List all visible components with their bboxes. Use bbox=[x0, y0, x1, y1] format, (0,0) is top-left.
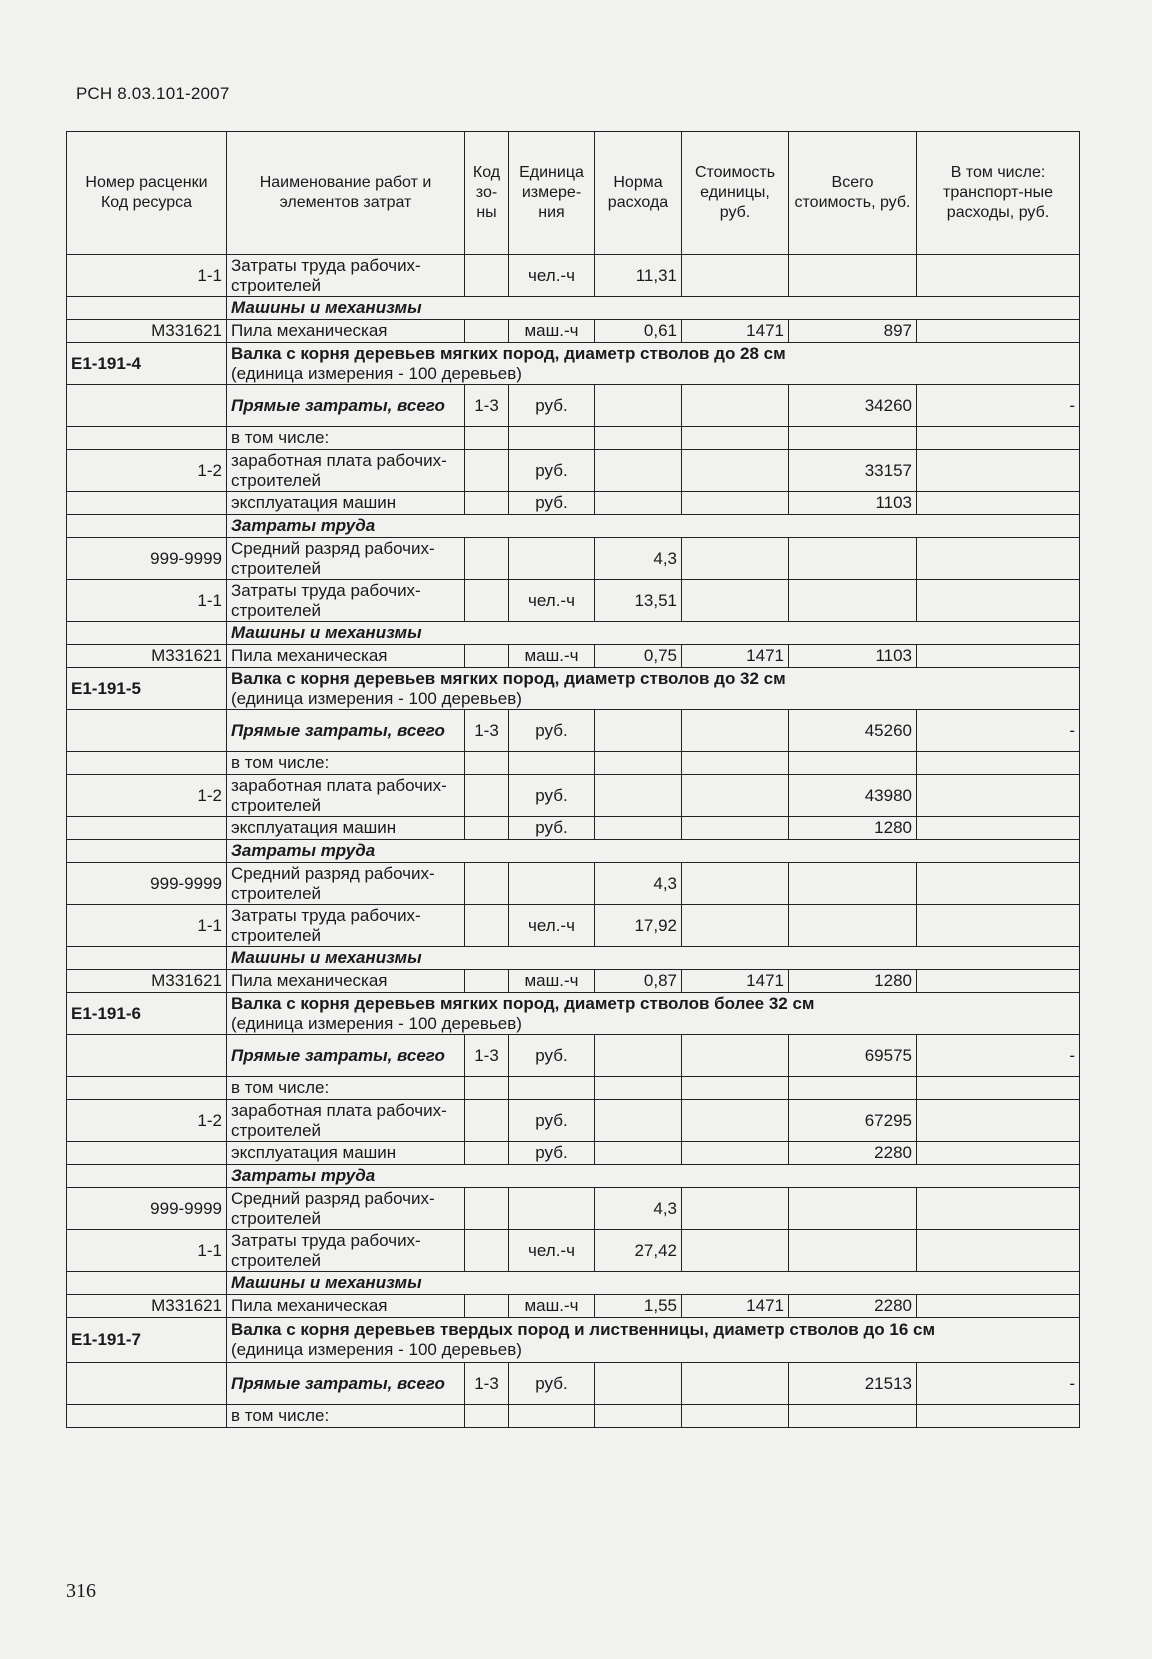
rate-title: Валка с корня деревьев мягких пород, диаметр стволов до 32 см bbox=[231, 668, 786, 688]
transport-cell bbox=[917, 320, 1080, 343]
norm-cell: 4,3 bbox=[595, 863, 682, 905]
section-title: Машины и механизмы bbox=[227, 622, 1080, 645]
norm-cell bbox=[595, 1035, 682, 1077]
total-cell: 67295 bbox=[789, 1100, 917, 1142]
name-cell: Прямые затраты, всего bbox=[227, 710, 465, 752]
code-cell: 1-1 bbox=[67, 255, 227, 297]
rate-description bbox=[227, 668, 1080, 710]
total-cell: 1103 bbox=[789, 645, 917, 668]
column-header: Наименование работ и элементов затрат bbox=[227, 132, 465, 255]
total-cell bbox=[789, 255, 917, 297]
name-cell: Затраты труда рабочих-строителей bbox=[227, 580, 465, 622]
total-cell bbox=[789, 1188, 917, 1230]
name-cell: Прямые затраты, всего bbox=[227, 1035, 465, 1077]
transport-cell bbox=[917, 1142, 1080, 1165]
zone-cell: 1-3 bbox=[465, 385, 509, 427]
column-header: В том числе: транспорт-ные расходы, руб. bbox=[917, 132, 1080, 255]
table-row bbox=[67, 905, 1080, 947]
document-header-code: РСН 8.03.101-2007 bbox=[76, 84, 230, 103]
norm-cell bbox=[595, 450, 682, 492]
unit-cell: руб. bbox=[509, 817, 595, 840]
section-title: Машины и механизмы bbox=[227, 1272, 1080, 1295]
name-cell: эксплуатация машин bbox=[227, 817, 465, 840]
transport-cell bbox=[917, 1230, 1080, 1272]
total-cell: 43980 bbox=[789, 775, 917, 817]
rate-title: Валка с корня деревьев мягких пород, диаметр стволов более 32 см bbox=[231, 993, 815, 1013]
total-cell: 34260 bbox=[789, 385, 917, 427]
table-row bbox=[67, 538, 1080, 580]
total-cell: 2280 bbox=[789, 1295, 917, 1318]
norm-cell bbox=[595, 427, 682, 450]
code-cell bbox=[67, 1272, 227, 1295]
price-cell bbox=[682, 1363, 789, 1405]
price-cell: 1471 bbox=[682, 645, 789, 668]
name-cell: Пила механическая bbox=[227, 970, 465, 993]
code-cell: 999-9999 bbox=[67, 538, 227, 580]
price-cell bbox=[682, 385, 789, 427]
rate-code: Е1-191-5 bbox=[67, 668, 227, 710]
norm-cell bbox=[595, 492, 682, 515]
code-cell: 1-1 bbox=[67, 905, 227, 947]
code-cell bbox=[67, 297, 227, 320]
zone-cell bbox=[465, 1188, 509, 1230]
price-cell bbox=[682, 450, 789, 492]
unit-cell: руб. bbox=[509, 385, 595, 427]
table-header-row bbox=[67, 132, 1080, 255]
total-cell bbox=[789, 1230, 917, 1272]
norm-cell bbox=[595, 1363, 682, 1405]
code-cell bbox=[67, 1363, 227, 1405]
rate-description bbox=[227, 343, 1080, 385]
zone-cell: 1-3 bbox=[465, 1035, 509, 1077]
code-cell bbox=[67, 492, 227, 515]
price-cell bbox=[682, 1035, 789, 1077]
table-row bbox=[67, 320, 1080, 343]
transport-cell bbox=[917, 970, 1080, 993]
total-cell bbox=[789, 1077, 917, 1100]
code-cell: 1-1 bbox=[67, 1230, 227, 1272]
section-title: Затраты труда bbox=[227, 515, 1080, 538]
total-cell bbox=[789, 580, 917, 622]
rate-measure-unit: (единица измерения - 100 деревьев) bbox=[231, 1013, 522, 1033]
total-cell: 21513 bbox=[789, 1363, 917, 1405]
name-cell: Средний разряд рабочих-строителей bbox=[227, 538, 465, 580]
zone-cell bbox=[465, 863, 509, 905]
rate-description bbox=[227, 1318, 1080, 1363]
total-cell bbox=[789, 752, 917, 775]
price-cell bbox=[682, 905, 789, 947]
zone-cell: 1-3 bbox=[465, 1363, 509, 1405]
name-cell: в том числе: bbox=[227, 427, 465, 450]
norm-cell: 27,42 bbox=[595, 1230, 682, 1272]
table-row bbox=[67, 752, 1080, 775]
direct-cost-row bbox=[67, 385, 1080, 427]
zone-cell bbox=[465, 775, 509, 817]
price-cell bbox=[682, 817, 789, 840]
transport-cell bbox=[917, 817, 1080, 840]
total-cell: 33157 bbox=[789, 450, 917, 492]
code-cell bbox=[67, 752, 227, 775]
name-cell: Пила механическая bbox=[227, 645, 465, 668]
rate-title: Валка с корня деревьев мягких пород, диаметр стволов до 28 см bbox=[231, 343, 786, 363]
zone-cell bbox=[465, 1405, 509, 1428]
code-cell: М331621 bbox=[67, 970, 227, 993]
norm-cell: 4,3 bbox=[595, 1188, 682, 1230]
price-cell bbox=[682, 1230, 789, 1272]
zone-cell bbox=[465, 450, 509, 492]
price-cell bbox=[682, 1100, 789, 1142]
code-cell: М331621 bbox=[67, 320, 227, 343]
total-cell bbox=[789, 1405, 917, 1428]
section-row bbox=[67, 515, 1080, 538]
code-cell: 1-2 bbox=[67, 1100, 227, 1142]
norm-cell bbox=[595, 1100, 682, 1142]
price-cell bbox=[682, 492, 789, 515]
section-title: Машины и механизмы bbox=[227, 297, 1080, 320]
code-cell bbox=[67, 710, 227, 752]
rate-code: Е1-191-6 bbox=[67, 993, 227, 1035]
column-header: Стоимость единицы, руб. bbox=[682, 132, 789, 255]
zone-cell bbox=[465, 970, 509, 993]
zone-cell bbox=[465, 1295, 509, 1318]
column-header: Номер расценки Код ресурса bbox=[67, 132, 227, 255]
rate-header-row bbox=[67, 343, 1080, 385]
norm-cell: 11,31 bbox=[595, 255, 682, 297]
total-cell bbox=[789, 905, 917, 947]
price-cell: 1471 bbox=[682, 970, 789, 993]
total-cell: 1103 bbox=[789, 492, 917, 515]
transport-cell: - bbox=[917, 385, 1080, 427]
code-cell bbox=[67, 622, 227, 645]
rate-description bbox=[227, 993, 1080, 1035]
page-number: 316 bbox=[66, 1580, 96, 1602]
name-cell: Прямые затраты, всего bbox=[227, 1363, 465, 1405]
table-row bbox=[67, 1295, 1080, 1318]
table-row bbox=[67, 645, 1080, 668]
table-row bbox=[67, 1405, 1080, 1428]
total-cell bbox=[789, 538, 917, 580]
zone-cell bbox=[465, 580, 509, 622]
price-cell bbox=[682, 538, 789, 580]
zone-cell bbox=[465, 1230, 509, 1272]
zone-cell bbox=[465, 255, 509, 297]
name-cell: в том числе: bbox=[227, 1077, 465, 1100]
unit-cell bbox=[509, 752, 595, 775]
section-row bbox=[67, 840, 1080, 863]
price-cell bbox=[682, 752, 789, 775]
name-cell: заработная плата рабочих-строителей bbox=[227, 450, 465, 492]
transport-cell bbox=[917, 255, 1080, 297]
table-row bbox=[67, 775, 1080, 817]
code-cell: 1-2 bbox=[67, 450, 227, 492]
unit-cell: руб. bbox=[509, 492, 595, 515]
transport-cell: - bbox=[917, 1363, 1080, 1405]
zone-cell bbox=[465, 1142, 509, 1165]
norm-cell: 0,61 bbox=[595, 320, 682, 343]
code-cell: 999-9999 bbox=[67, 863, 227, 905]
norm-cell: 17,92 bbox=[595, 905, 682, 947]
rates-table bbox=[66, 131, 1080, 1428]
unit-cell: маш.-ч bbox=[509, 1295, 595, 1318]
section-row bbox=[67, 947, 1080, 970]
price-cell: 1471 bbox=[682, 1295, 789, 1318]
table-row bbox=[67, 255, 1080, 297]
unit-cell: руб. bbox=[509, 775, 595, 817]
price-cell bbox=[682, 775, 789, 817]
transport-cell bbox=[917, 775, 1080, 817]
name-cell: заработная плата рабочих-строителей bbox=[227, 775, 465, 817]
total-cell: 1280 bbox=[789, 817, 917, 840]
price-cell bbox=[682, 427, 789, 450]
table-row bbox=[67, 970, 1080, 993]
total-cell bbox=[789, 427, 917, 450]
name-cell: Затраты труда рабочих-строителей bbox=[227, 255, 465, 297]
price-cell bbox=[682, 1188, 789, 1230]
unit-cell: чел.-ч bbox=[509, 1230, 595, 1272]
zone-cell bbox=[465, 752, 509, 775]
zone-cell bbox=[465, 1100, 509, 1142]
section-row bbox=[67, 297, 1080, 320]
norm-cell: 13,51 bbox=[595, 580, 682, 622]
table-row bbox=[67, 1100, 1080, 1142]
unit-cell: маш.-ч bbox=[509, 320, 595, 343]
norm-cell bbox=[595, 1405, 682, 1428]
norm-cell bbox=[595, 1142, 682, 1165]
unit-cell bbox=[509, 427, 595, 450]
table-row bbox=[67, 1142, 1080, 1165]
transport-cell bbox=[917, 1295, 1080, 1318]
zone-cell bbox=[465, 427, 509, 450]
unit-cell: руб. bbox=[509, 1363, 595, 1405]
price-cell bbox=[682, 255, 789, 297]
unit-cell: руб. bbox=[509, 1035, 595, 1077]
unit-cell: чел.-ч bbox=[509, 255, 595, 297]
price-cell bbox=[682, 863, 789, 905]
norm-cell: 1,55 bbox=[595, 1295, 682, 1318]
zone-cell bbox=[465, 817, 509, 840]
code-cell: 999-9999 bbox=[67, 1188, 227, 1230]
transport-cell bbox=[917, 1100, 1080, 1142]
section-row bbox=[67, 1165, 1080, 1188]
name-cell: Прямые затраты, всего bbox=[227, 385, 465, 427]
total-cell: 1280 bbox=[789, 970, 917, 993]
table-row bbox=[67, 1230, 1080, 1272]
section-title: Затраты труда bbox=[227, 840, 1080, 863]
column-header: Всего стоимость, руб. bbox=[789, 132, 917, 255]
table-row bbox=[67, 1077, 1080, 1100]
norm-cell: 4,3 bbox=[595, 538, 682, 580]
name-cell: Затраты труда рабочих-строителей bbox=[227, 905, 465, 947]
name-cell: в том числе: bbox=[227, 752, 465, 775]
price-cell bbox=[682, 1405, 789, 1428]
total-cell: 45260 bbox=[789, 710, 917, 752]
norm-cell bbox=[595, 1077, 682, 1100]
transport-cell bbox=[917, 752, 1080, 775]
table-row bbox=[67, 580, 1080, 622]
table-row bbox=[67, 450, 1080, 492]
transport-cell bbox=[917, 492, 1080, 515]
unit-cell: руб. bbox=[509, 450, 595, 492]
zone-cell bbox=[465, 492, 509, 515]
rate-header-row bbox=[67, 1318, 1080, 1363]
unit-cell bbox=[509, 1077, 595, 1100]
table-row bbox=[67, 863, 1080, 905]
direct-cost-row bbox=[67, 1363, 1080, 1405]
code-cell bbox=[67, 427, 227, 450]
total-cell: 897 bbox=[789, 320, 917, 343]
price-cell bbox=[682, 1142, 789, 1165]
transport-cell bbox=[917, 905, 1080, 947]
name-cell: Средний разряд рабочих-строителей bbox=[227, 863, 465, 905]
transport-cell bbox=[917, 1405, 1080, 1428]
code-cell: М331621 bbox=[67, 1295, 227, 1318]
norm-cell bbox=[595, 752, 682, 775]
code-cell: М331621 bbox=[67, 645, 227, 668]
zone-cell bbox=[465, 320, 509, 343]
code-cell bbox=[67, 840, 227, 863]
unit-cell: руб. bbox=[509, 1142, 595, 1165]
price-cell bbox=[682, 580, 789, 622]
zone-cell: 1-3 bbox=[465, 710, 509, 752]
table-row bbox=[67, 817, 1080, 840]
name-cell: Пила механическая bbox=[227, 1295, 465, 1318]
transport-cell bbox=[917, 1188, 1080, 1230]
direct-cost-row bbox=[67, 1035, 1080, 1077]
code-cell bbox=[67, 1077, 227, 1100]
total-cell: 2280 bbox=[789, 1142, 917, 1165]
norm-cell bbox=[595, 817, 682, 840]
code-cell bbox=[67, 515, 227, 538]
section-row bbox=[67, 1272, 1080, 1295]
transport-cell bbox=[917, 427, 1080, 450]
unit-cell bbox=[509, 1188, 595, 1230]
unit-cell: маш.-ч bbox=[509, 645, 595, 668]
total-cell bbox=[789, 863, 917, 905]
name-cell: в том числе: bbox=[227, 1405, 465, 1428]
code-cell bbox=[67, 947, 227, 970]
code-cell: 1-2 bbox=[67, 775, 227, 817]
zone-cell bbox=[465, 1077, 509, 1100]
name-cell: Средний разряд рабочих-строителей bbox=[227, 1188, 465, 1230]
unit-cell: чел.-ч bbox=[509, 905, 595, 947]
transport-cell bbox=[917, 863, 1080, 905]
column-header: Норма расхода bbox=[595, 132, 682, 255]
price-cell bbox=[682, 1077, 789, 1100]
transport-cell bbox=[917, 645, 1080, 668]
price-cell bbox=[682, 710, 789, 752]
name-cell: Пила механическая bbox=[227, 320, 465, 343]
unit-cell: маш.-ч bbox=[509, 970, 595, 993]
rate-code: Е1-191-7 bbox=[67, 1318, 227, 1363]
section-title: Затраты труда bbox=[227, 1165, 1080, 1188]
transport-cell bbox=[917, 450, 1080, 492]
unit-cell bbox=[509, 1405, 595, 1428]
total-cell: 69575 bbox=[789, 1035, 917, 1077]
rate-title: Валка с корня деревьев твердых пород и лиственницы, диаметр стволов до 16 см bbox=[231, 1320, 936, 1339]
transport-cell bbox=[917, 1077, 1080, 1100]
name-cell: заработная плата рабочих-строителей bbox=[227, 1100, 465, 1142]
name-cell: Затраты труда рабочих-строителей bbox=[227, 1230, 465, 1272]
zone-cell bbox=[465, 905, 509, 947]
column-header: Единица измере-ния bbox=[509, 132, 595, 255]
norm-cell bbox=[595, 710, 682, 752]
column-header: Код зо-ны bbox=[465, 132, 509, 255]
rate-header-row bbox=[67, 993, 1080, 1035]
table-row bbox=[67, 1188, 1080, 1230]
norm-cell: 0,87 bbox=[595, 970, 682, 993]
transport-cell: - bbox=[917, 710, 1080, 752]
unit-cell: чел.-ч bbox=[509, 580, 595, 622]
unit-cell bbox=[509, 538, 595, 580]
name-cell: эксплуатация машин bbox=[227, 1142, 465, 1165]
transport-cell bbox=[917, 538, 1080, 580]
section-title: Машины и механизмы bbox=[227, 947, 1080, 970]
norm-cell bbox=[595, 385, 682, 427]
section-row bbox=[67, 622, 1080, 645]
code-cell bbox=[67, 1142, 227, 1165]
unit-cell bbox=[509, 863, 595, 905]
rate-measure-unit: (единица измерения - 100 деревьев) bbox=[231, 688, 522, 708]
code-cell bbox=[67, 385, 227, 427]
zone-cell bbox=[465, 645, 509, 668]
direct-cost-row bbox=[67, 710, 1080, 752]
rate-header-row bbox=[67, 668, 1080, 710]
name-cell: эксплуатация машин bbox=[227, 492, 465, 515]
code-cell bbox=[67, 817, 227, 840]
norm-cell bbox=[595, 775, 682, 817]
code-cell bbox=[67, 1165, 227, 1188]
rate-measure-unit: (единица измерения - 100 деревьев) bbox=[231, 1340, 522, 1359]
code-cell: 1-1 bbox=[67, 580, 227, 622]
rate-measure-unit: (единица измерения - 100 деревьев) bbox=[231, 363, 522, 383]
code-cell bbox=[67, 1035, 227, 1077]
transport-cell bbox=[917, 580, 1080, 622]
transport-cell: - bbox=[917, 1035, 1080, 1077]
norm-cell: 0,75 bbox=[595, 645, 682, 668]
unit-cell: руб. bbox=[509, 710, 595, 752]
price-cell: 1471 bbox=[682, 320, 789, 343]
table-row bbox=[67, 427, 1080, 450]
table-row bbox=[67, 492, 1080, 515]
rate-code: Е1-191-4 bbox=[67, 343, 227, 385]
zone-cell bbox=[465, 538, 509, 580]
code-cell bbox=[67, 1405, 227, 1428]
unit-cell: руб. bbox=[509, 1100, 595, 1142]
